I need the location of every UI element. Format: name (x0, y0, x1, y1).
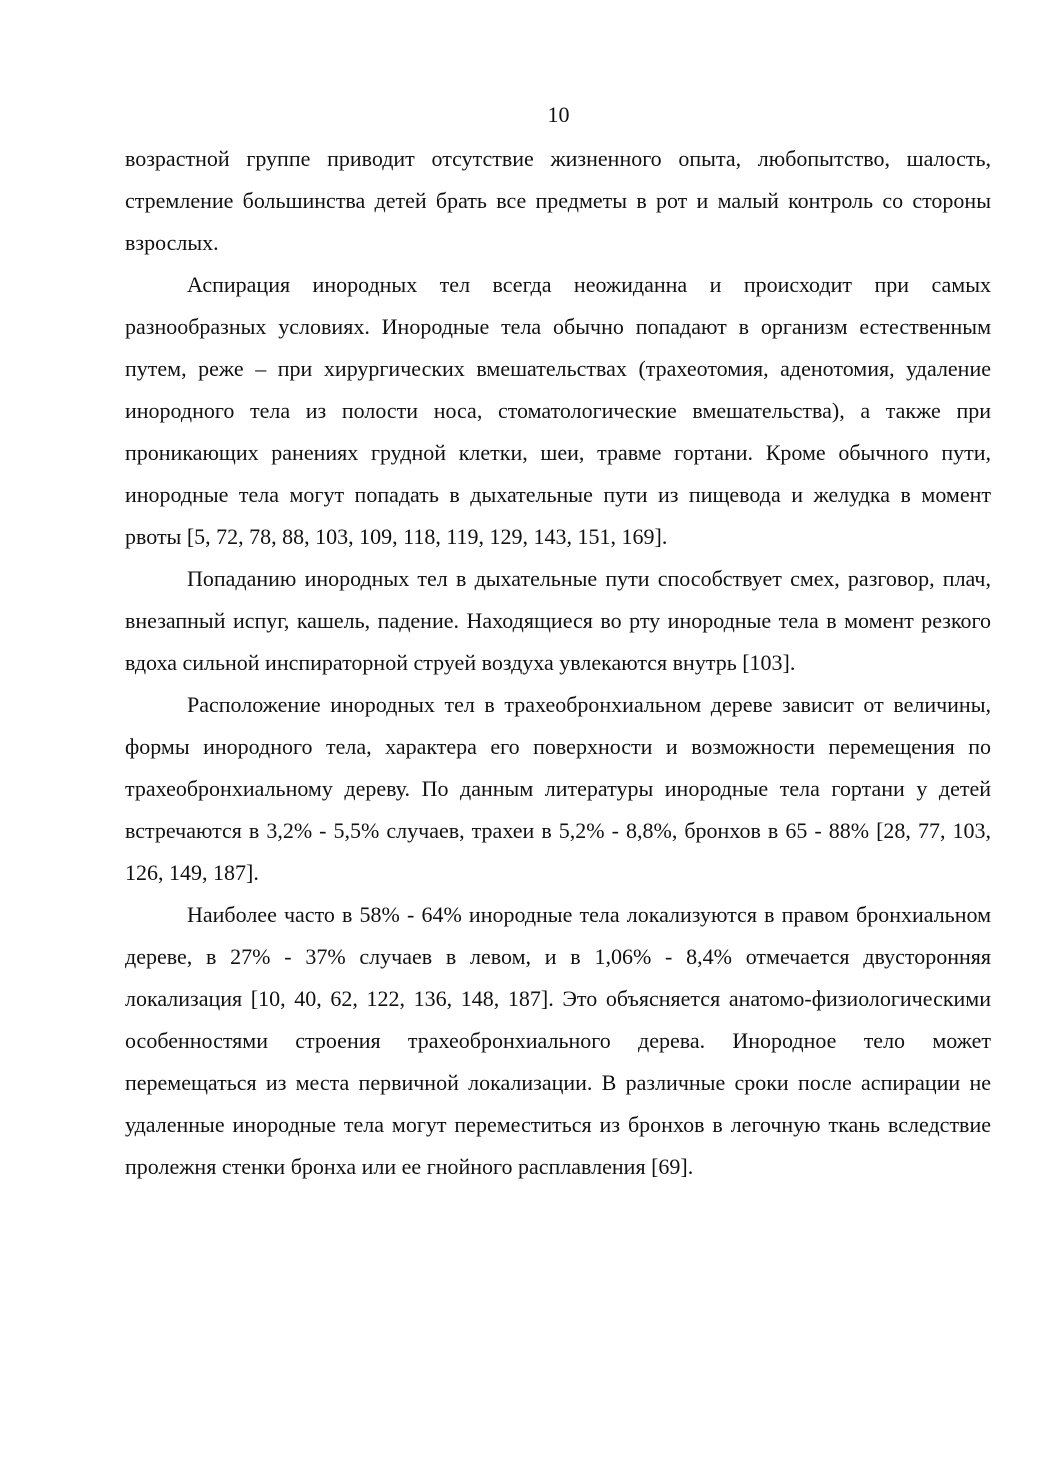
paragraph-location: Расположение инородных тел в трахеобронхиальном дереве зависит от величины, формы инородного тела, характера его поверхности и возможности перемещения по трахеобронхиальному дереву. По данным литературы инородные тела гортани у детей встречаются в 3,2% - 5,5% случаев, трахеи в 5,2% - 8,8%, бронхов в 65 - 88% [28, 77, 103, 126, 149, 187]. (125, 692, 991, 885)
paragraph-aspiration: Аспирация инородных тел всегда неожиданна и происходит при самых разнообразных условиях. Инородные тела обычно попадают в организм естественным путем, реже – при хирургических вмешательствах (трахеотомия, аденотомия, удаление инородного тела из полости носа, стоматологические вмешательства), а также при проникающих ранениях грудной клетки, шеи, травме гортани. Кроме обычного пути, инородные тела могут попадать в дыхательные пути из пищевода и желудка в момент рвоты [5, 72, 78, 88, 103, 109, 118, 119, 129, 143, 151, 169]. (125, 272, 991, 549)
paragraph-localization: Наиболее часто в 58% - 64% инородные тела локализуются в правом бронхиальном дереве, в 27% - 37% случаев в левом, и в 1,06% - 8,4% отмечается двусторонняя локализация [10, 40, 62, 122, 136, 148, 187]. Это объясняется анатомо-физиологическими особенностями строения трахеобронхиального дерева. Инородное тело может перемещаться из места первичной локализации. В различные сроки после аспирации не удаленные инородные тела могут переместиться из бронхов в легочную ткань вследствие пролежня стенки бронха или ее гнойного расплавления [69]. (125, 902, 991, 1179)
page-number: 10 (547, 102, 570, 127)
paragraph-continuation: возрастной группе приводит отсутствие жизненного опыта, любопытство, шалость, стремление большинства детей брать все предметы в рот и малый контроль со стороны взрослых. (125, 146, 991, 255)
body-text (125, 138, 991, 1188)
paragraph-causes: Попаданию инородных тел в дыхательные пути способствует смех, разговор, плач, внезапный испуг, кашель, падение. Находящиеся во рту инородные тела в момент резкого вдоха сильной инспираторной струей воздуха увлекаются внутрь [103]. (125, 566, 991, 675)
